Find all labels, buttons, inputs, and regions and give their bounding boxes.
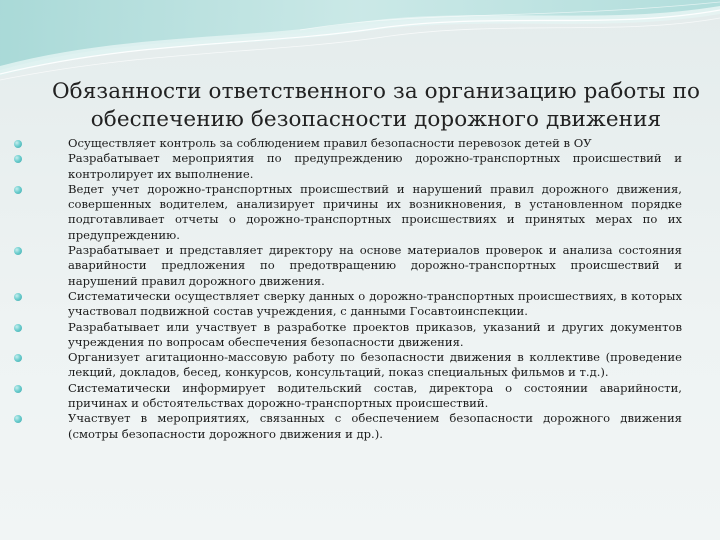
list-item-text: Систематически информирует водительский состав, директора о состоянии аварийности, причинах и обстоятельствах дорожно-транспортных происшествий. [68, 380, 682, 411]
list-item [14, 320, 682, 351]
bullet-icon [14, 324, 22, 332]
list-item-text: Разрабатывает или участвует в разработке проектов приказов, указаний и других документов учреждения по вопросам обеспечения безопасности движения. [68, 319, 682, 349]
list-item [14, 381, 682, 412]
bullet-icon [14, 293, 22, 301]
list-item [14, 151, 682, 182]
list-item-text: Разрабатывает и представляет директору на основе материалов проверок и анализа состояния аварийности предложения по предотвращению дорожно-транспортных происшествий и нарушений правил дорожного движения. [68, 243, 682, 288]
list-item [14, 411, 682, 442]
list-item [14, 182, 682, 243]
list-item-text: Разрабатывает мероприятия по предупреждению дорожно-транспортных происшествий и контролирует их выполнение. [68, 151, 682, 181]
list-item-text: Осуществляет контроль за соблюдением правил безопасности перевозок детей в ОУ [68, 136, 592, 150]
bullet-icon [14, 385, 22, 393]
list-item-text: Систематически осуществляет сверку данных о дорожно-транспортных происшествиях, в которых участвовал подвижной состав учреждения, с данными Госавтоинспекции. [68, 288, 682, 319]
list-item [14, 350, 682, 381]
bullet-icon [14, 354, 22, 362]
bullet-icon [14, 415, 22, 423]
list-item [14, 136, 682, 151]
bullet-icon [14, 140, 22, 148]
bullet-icon [14, 247, 22, 255]
decorative-wave-header [0, 0, 720, 90]
bullet-icon [14, 186, 22, 194]
bullet-icon [14, 155, 22, 163]
list-item [14, 289, 682, 320]
slide-title: Обязанности ответственного за организацию работы по обеспечению безопасности дорожного движения [51, 79, 701, 132]
list-item-text: Ведет учет дорожно-транспортных происшествий и нарушений правил дорожного движения, совершенных водителем, анализирует причины их возникновения, в установленном порядке подготавливает отчеты о дорожно-транспортных происшествиях и принятых мерах по их предупреждению. [68, 181, 682, 242]
list-item-text: Организует агитационно-массовую работу по безопасности движения в коллективе (проведение лекций, докладов, бесед, конкурсов, консультаций, показ специальных фильмов и т.д.). [68, 350, 682, 380]
list-item [14, 243, 682, 289]
duties-list [14, 136, 682, 442]
list-item-text: Участвует в мероприятиях, связанных с обеспечением безопасности дорожного движения (смотры безопасности дорожного движения и др.). [68, 411, 682, 441]
